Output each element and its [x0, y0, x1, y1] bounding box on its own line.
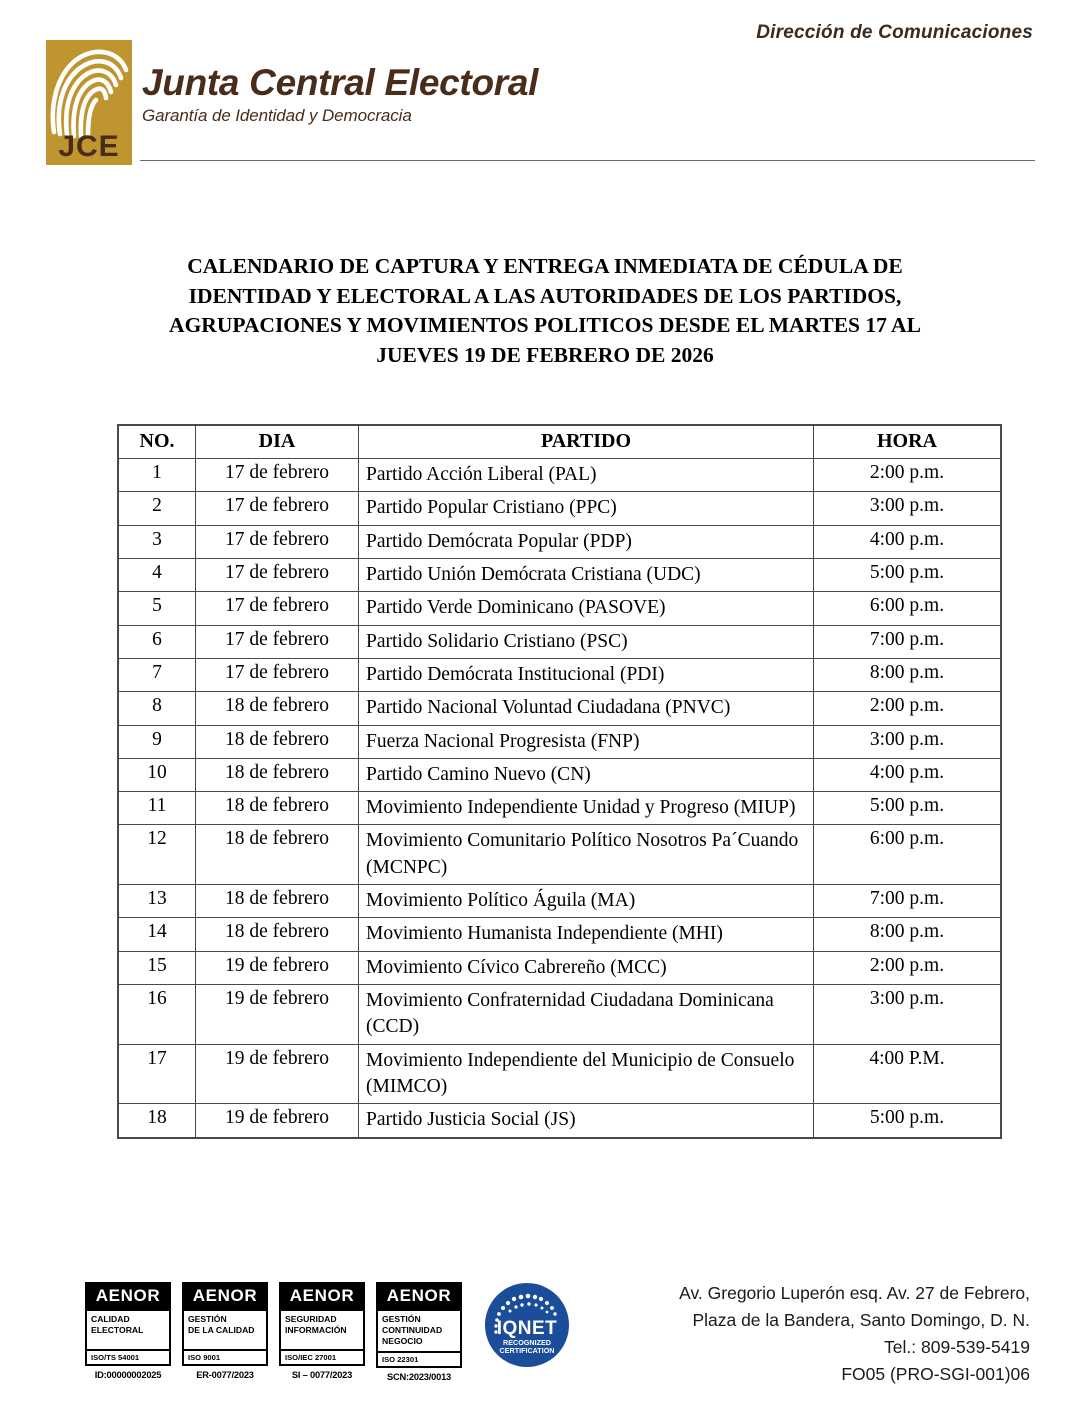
cell-partido: Movimiento Confraternidad Ciudadana Dominicana (CCD)	[359, 985, 814, 1045]
cell-partido: Movimiento Cívico Cabrereño (MCC)	[359, 951, 814, 984]
column-header-dia: DIA	[196, 425, 359, 459]
document-title-line-3: AGRUPACIONES Y MOVIMIENTOS POLITICOS DESDE EL MARTES 17 AL	[169, 313, 921, 338]
cell-dia: 18 de febrero	[196, 692, 359, 725]
cell-hora: 5:00 p.m.	[814, 1104, 1002, 1138]
address-phone: Tel.: 809-539-5419	[884, 1337, 1030, 1358]
aenor-certificate-code: ID:00000002025	[94, 1370, 162, 1380]
cell-hora: 2:00 p.m.	[814, 459, 1002, 492]
cell-partido: Movimiento Independiente Unidad y Progreso (MIUP)	[359, 792, 814, 825]
brand-subtitle: Garantía de Identidad y Democracia	[142, 105, 412, 125]
aenor-wordmark: AENOR	[87, 1284, 169, 1309]
cell-no: 15	[118, 951, 196, 984]
aenor-badge-scope	[378, 1309, 460, 1351]
department-label: Dirección de Comunicaciones	[756, 22, 1033, 43]
cell-no: 16	[118, 985, 196, 1045]
cell-no: 6	[118, 625, 196, 658]
schedule-table-wrap	[117, 424, 945, 1139]
cell-partido: Partido Justicia Social (JS)	[359, 1104, 814, 1138]
cell-no: 10	[118, 758, 196, 791]
address-line-2: Plaza de la Bandera, Santo Domingo, D. N.	[692, 1310, 1030, 1331]
table-row	[118, 625, 1001, 658]
aenor-certificate-code: SI – 0077/2023	[291, 1370, 353, 1380]
cell-no: 11	[118, 792, 196, 825]
column-header-partido: PARTIDO	[359, 425, 814, 459]
cell-hora: 4:00 p.m.	[814, 525, 1002, 558]
table-row	[118, 792, 1001, 825]
table-row	[118, 658, 1001, 691]
cell-hora: 7:00 p.m.	[814, 885, 1002, 918]
table-row	[118, 825, 1001, 885]
column-header-no: NO.	[118, 425, 196, 459]
cell-partido: Partido Verde Dominicano (PASOVE)	[359, 592, 814, 625]
aenor-scope-line-2: DE LA CALIDAD	[188, 1325, 255, 1335]
cell-hora: 4:00 P.M.	[814, 1044, 1002, 1104]
aenor-certificate-code: ER-0077/2023	[196, 1370, 254, 1380]
aenor-badge-scope	[281, 1309, 363, 1349]
cell-dia: 17 de febrero	[196, 459, 359, 492]
jce-logo-mark	[46, 40, 132, 165]
cell-hora: 2:00 p.m.	[814, 951, 1002, 984]
document-title-line-4: JUEVES 19 DE FEBRERO DE 2026	[376, 342, 714, 367]
table-row	[118, 459, 1001, 492]
cell-partido: Movimiento Independiente del Municipio de Consuelo (MIMCO)	[359, 1044, 814, 1104]
cell-no: 14	[118, 918, 196, 951]
aenor-badge	[182, 1282, 268, 1380]
cell-dia: 19 de febrero	[196, 1104, 359, 1138]
aenor-wordmark: AENOR	[184, 1284, 266, 1309]
cell-no: 3	[118, 525, 196, 558]
cell-partido: Partido Demócrata Institucional (PDI)	[359, 658, 814, 691]
cell-dia: 17 de febrero	[196, 625, 359, 658]
aenor-scope-line-1: CALIDAD	[91, 1314, 130, 1324]
aenor-badge-scope	[184, 1309, 266, 1349]
aenor-wordmark: AENOR	[281, 1284, 363, 1309]
cell-hora: 6:00 p.m.	[814, 825, 1002, 885]
header-divider	[140, 160, 1035, 161]
cell-dia: 19 de febrero	[196, 951, 359, 984]
jce-logo	[46, 40, 132, 165]
cell-dia: 18 de febrero	[196, 725, 359, 758]
column-header-hora: HORA	[814, 425, 1002, 459]
table-row	[118, 725, 1001, 758]
footer-address	[679, 1280, 1030, 1389]
cell-partido: Partido Demócrata Popular (PDP)	[359, 525, 814, 558]
cell-no: 18	[118, 1104, 196, 1138]
iqnet-wordmark: IQNET	[496, 1318, 558, 1339]
cell-partido: Partido Nacional Voluntad Ciudadana (PNVC)	[359, 692, 814, 725]
cell-hora: 3:00 p.m.	[814, 725, 1002, 758]
aenor-scope-line-1: GESTIÓN	[382, 1314, 421, 1324]
document-title-line-1: CALENDARIO DE CAPTURA Y ENTREGA INMEDIATA DE CÉDULA DE	[187, 254, 903, 278]
cell-dia: 17 de febrero	[196, 592, 359, 625]
cell-hora: 6:00 p.m.	[814, 592, 1002, 625]
brand-block	[142, 64, 538, 126]
cell-hora: 8:00 p.m.	[814, 658, 1002, 691]
cell-hora: 2:00 p.m.	[814, 692, 1002, 725]
table-row	[118, 918, 1001, 951]
address-line-1: Av. Gregorio Luperón esq. Av. 27 de Febrero,	[679, 1283, 1030, 1303]
cell-dia: 18 de febrero	[196, 758, 359, 791]
aenor-scope-line-1: SEGURIDAD	[285, 1314, 337, 1324]
cell-no: 2	[118, 492, 196, 525]
cell-partido: Fuerza Nacional Progresista (FNP)	[359, 725, 814, 758]
table-row	[118, 885, 1001, 918]
cell-partido: Partido Popular Cristiano (PPC)	[359, 492, 814, 525]
table-row	[118, 951, 1001, 984]
cell-hora: 5:00 p.m.	[814, 558, 1002, 591]
cell-hora: 4:00 p.m.	[814, 758, 1002, 791]
table-row	[118, 1104, 1001, 1138]
document-title	[145, 252, 945, 371]
page-footer	[0, 1278, 1088, 1388]
cell-hora: 3:00 p.m.	[814, 985, 1002, 1045]
cell-hora: 5:00 p.m.	[814, 792, 1002, 825]
table-row	[118, 525, 1001, 558]
fingerprint-icon	[46, 40, 132, 165]
form-code: FO05 (PRO-SGI-001)06	[841, 1364, 1030, 1385]
cell-no: 9	[118, 725, 196, 758]
table-row	[118, 558, 1001, 591]
schedule-table	[117, 424, 1002, 1139]
cell-dia: 18 de febrero	[196, 792, 359, 825]
aenor-badge-box	[182, 1282, 268, 1366]
aenor-standard: ISO 22301	[378, 1351, 460, 1366]
svg-text:JCE: JCE	[58, 130, 120, 163]
cell-dia: 17 de febrero	[196, 525, 359, 558]
document-title-line-2: IDENTIDAD Y ELECTORAL A LAS AUTORIDADES DE LOS PARTIDOS,	[188, 283, 902, 308]
cell-hora: 7:00 p.m.	[814, 625, 1002, 658]
cell-no: 1	[118, 459, 196, 492]
cell-partido: Partido Unión Demócrata Cristiana (UDC)	[359, 558, 814, 591]
aenor-scope-line-3: NEGOCIO	[382, 1336, 423, 1346]
cell-dia: 17 de febrero	[196, 492, 359, 525]
cell-partido: Movimiento Político Águila (MA)	[359, 885, 814, 918]
cell-partido: Partido Acción Liberal (PAL)	[359, 459, 814, 492]
table-head	[118, 425, 1001, 459]
cell-dia: 18 de febrero	[196, 918, 359, 951]
table-header-row	[118, 425, 1001, 459]
aenor-badge-box	[376, 1282, 462, 1368]
aenor-wordmark: AENOR	[378, 1284, 460, 1309]
iqnet-tagline-1: RECOGNIZED	[503, 1338, 551, 1347]
cell-no: 8	[118, 692, 196, 725]
cell-hora: 3:00 p.m.	[814, 492, 1002, 525]
table-row	[118, 758, 1001, 791]
table-body	[118, 459, 1001, 1138]
cell-dia: 17 de febrero	[196, 658, 359, 691]
aenor-badge-box	[279, 1282, 365, 1366]
cell-dia: 18 de febrero	[196, 825, 359, 885]
table-row	[118, 1044, 1001, 1104]
aenor-scope-line-2: CONTINUIDAD	[382, 1325, 443, 1335]
cell-hora: 8:00 p.m.	[814, 918, 1002, 951]
cell-dia: 19 de febrero	[196, 1044, 359, 1104]
cell-partido: Movimiento Humanista Independiente (MHI)	[359, 918, 814, 951]
table-row	[118, 492, 1001, 525]
cell-no: 7	[118, 658, 196, 691]
aenor-scope-line-2: ELECTORAL	[91, 1325, 144, 1335]
cell-partido: Movimiento Comunitario Político Nosotros Pa´Cuando (MCNPC)	[359, 825, 814, 885]
cell-dia: 18 de febrero	[196, 885, 359, 918]
cell-no: 4	[118, 558, 196, 591]
aenor-standard: ISO 9001	[184, 1349, 266, 1364]
table-row	[118, 985, 1001, 1045]
aenor-badge-box	[85, 1282, 171, 1366]
aenor-badge	[279, 1282, 365, 1380]
aenor-badge	[85, 1282, 171, 1380]
aenor-badge	[376, 1282, 462, 1382]
cell-dia: 19 de febrero	[196, 985, 359, 1045]
cell-no: 5	[118, 592, 196, 625]
iqnet-tagline-2: CERTIFICATION	[499, 1346, 555, 1355]
aenor-scope-line-2: INFORMACIÓN	[285, 1325, 347, 1335]
aenor-scope-line-1: GESTIÓN	[188, 1314, 227, 1324]
aenor-standard: ISO/TS 54001	[87, 1349, 169, 1364]
cell-no: 13	[118, 885, 196, 918]
cell-no: 17	[118, 1044, 196, 1104]
certification-badges	[85, 1282, 462, 1382]
aenor-standard: ISO/IEC 27001	[281, 1349, 363, 1364]
cell-dia: 17 de febrero	[196, 558, 359, 591]
cell-no: 12	[118, 825, 196, 885]
table-row	[118, 692, 1001, 725]
iqnet-seal-icon	[484, 1282, 570, 1368]
aenor-certificate-code: SCN:2023/0013	[386, 1372, 452, 1382]
cell-partido: Partido Solidario Cristiano (PSC)	[359, 625, 814, 658]
iqnet-logo	[484, 1282, 570, 1368]
brand-title: Junta Central Electoral	[142, 62, 539, 103]
cell-partido: Partido Camino Nuevo (CN)	[359, 758, 814, 791]
aenor-badge-scope	[87, 1309, 169, 1349]
table-row	[118, 592, 1001, 625]
